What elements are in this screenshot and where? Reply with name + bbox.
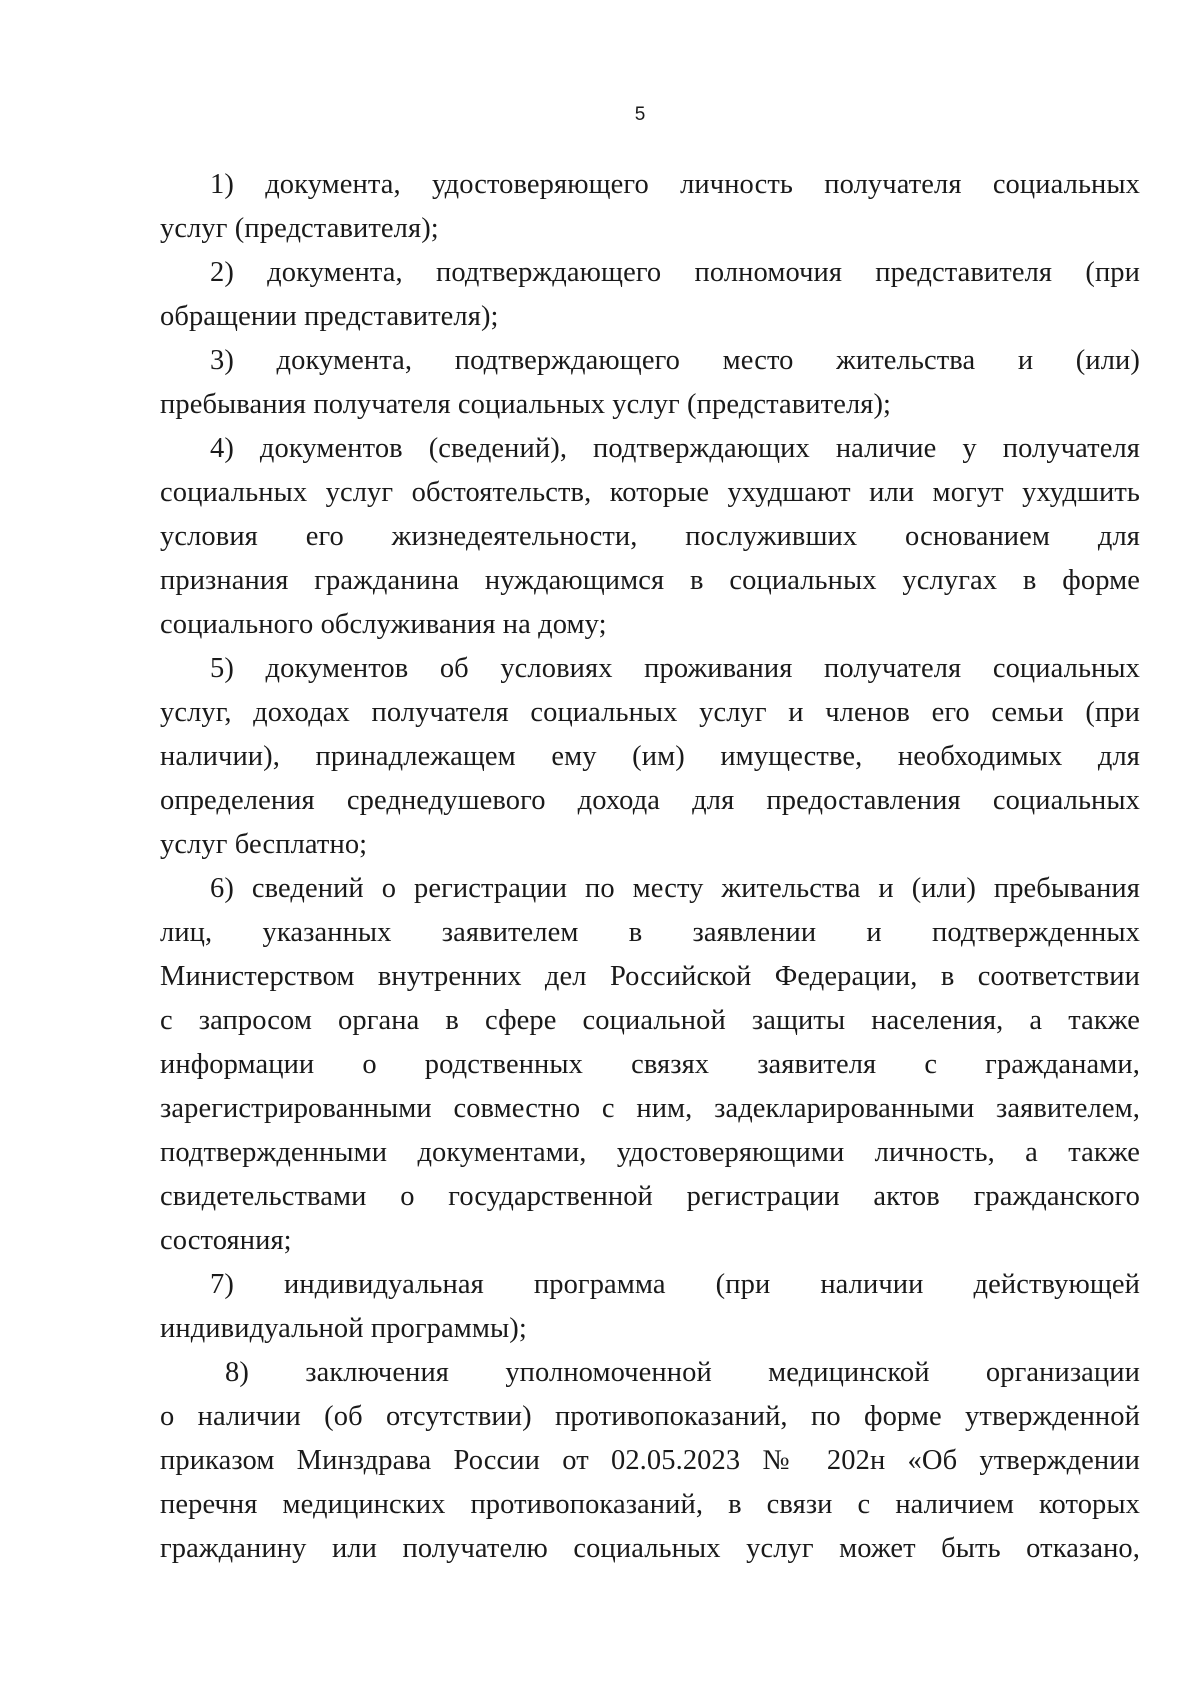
text-line: индивидуальной программы); [160, 1313, 527, 1344]
text-line: приказом Минздрава России от 02.05.2023 № 202н «Об утверждении [160, 1445, 1140, 1476]
text-line: социальных услуг обстоятельств, которые ухудшают или могут ухудшить [160, 477, 1140, 508]
text-line: перечня медицинских противопоказаний, в связи с наличием которых [160, 1489, 1140, 1520]
paragraph-item-1 [160, 163, 1140, 251]
paragraph-item-6 [160, 867, 1140, 1263]
text-line: обращении представителя); [160, 301, 499, 332]
text-line: подтвержденными документами, удостоверяющими личность, а также [160, 1137, 1140, 1168]
text-line: условия его жизнедеятельности, послуживших основанием для [160, 521, 1140, 552]
text-line: 7) индивидуальная программа (при наличии действующей [210, 1269, 1140, 1300]
text-line: социального обслуживания на дому; [160, 609, 607, 640]
text-line: зарегистрированными совместно с ним, задекларированными заявителем, [160, 1093, 1140, 1124]
text-line: гражданину или получателю социальных услуг может быть отказано, [160, 1533, 1140, 1564]
paragraph-item-4 [160, 427, 1140, 647]
paragraph-item-2 [160, 251, 1140, 339]
text-line: 1) документа, удостоверяющего личность получателя социальных [210, 169, 1140, 200]
text-line: 6) сведений о регистрации по месту жительства и (или) пребывания [210, 873, 1140, 904]
text-line: 5) документов об условиях проживания получателя социальных [210, 653, 1140, 684]
text-line: услуг, доходах получателя социальных услуг и членов его семьи (при [160, 697, 1140, 728]
text-line: 3) документа, подтверждающего место жительства и (или) [210, 345, 1140, 376]
text-line: 4) документов (сведений), подтверждающих наличие у получателя [210, 433, 1140, 464]
page-number: 5 [634, 104, 646, 125]
text-line: о наличии (об отсутствии) противопоказаний, по форме утвержденной [160, 1401, 1140, 1432]
text-line: состояния; [160, 1225, 292, 1256]
text-line: пребывания получателя социальных услуг (представителя); [160, 389, 892, 420]
text-line: признания гражданина нуждающимся в социальных услугах в форме [160, 565, 1140, 596]
text-line: услуг бесплатно; [160, 829, 368, 860]
document-body [160, 163, 1140, 1571]
paragraph-item-3 [160, 339, 1140, 427]
text-line: лиц, указанных заявителем в заявлении и подтвержденных [160, 917, 1140, 948]
text-line: наличии), принадлежащем ему (им) имуществе, необходимых для [160, 741, 1140, 772]
text-line: 8) заключения уполномоченной медицинской организации [225, 1357, 1140, 1388]
text-line: услуг (представителя); [160, 213, 439, 244]
text-line: Министерством внутренних дел Российской Федерации, в соответствии [160, 961, 1140, 992]
paragraph-item-5 [160, 647, 1140, 867]
text-line: информации о родственных связях заявителя с гражданами, [160, 1049, 1140, 1080]
paragraph-item-8 [160, 1351, 1140, 1571]
text-line: определения среднедушевого дохода для предоставления социальных [160, 785, 1140, 816]
paragraph-item-7 [160, 1263, 1140, 1351]
text-line: свидетельствами о государственной регистрации актов гражданского [160, 1181, 1140, 1212]
text-line: 2) документа, подтверждающего полномочия представителя (при [210, 257, 1140, 288]
text-line: с запросом органа в сфере социальной защиты населения, а также [160, 1005, 1140, 1036]
